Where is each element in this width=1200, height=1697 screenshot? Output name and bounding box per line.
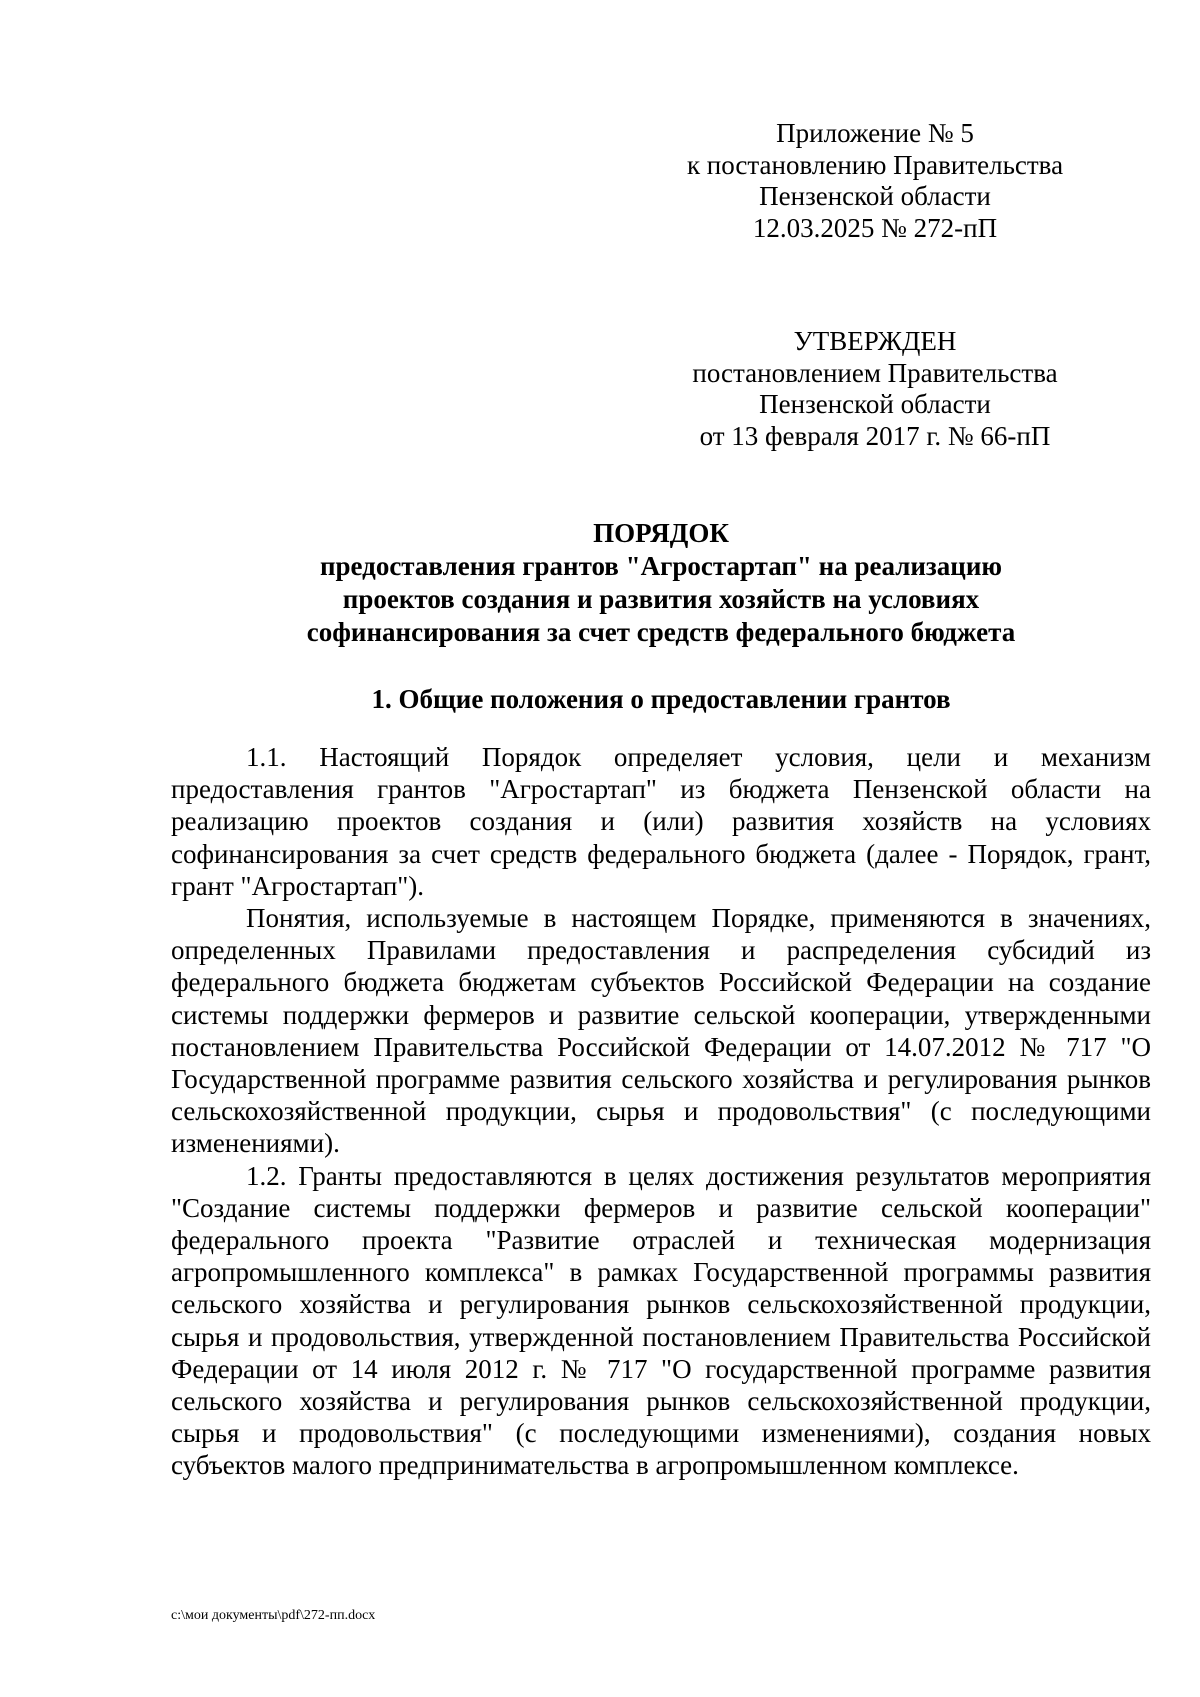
appendix-ref: к постановлению Правительства — [686, 149, 1064, 180]
appendix-header — [660, 118, 1090, 244]
title-heading: ПОРЯДОК — [593, 518, 729, 548]
paragraph-definitions: Понятия, используемые в настоящем Порядке, применяются в значениях, определенных Правилами предоставления и распределения субсидий из федерального бюджета бюджетам субъектов Российской Федерации на создание системы поддержки фермеров и развитие сельской кооперации, утвержденными постановлением Правительства Российской Федерации от 14.07.2012 № 717 "О Государственной программе развития сельского хозяйства и регулирования рынков сельскохозяйственной продукции, сырья и продовольствия" (с последующими изменениями). — [171, 903, 1151, 1159]
document-title — [170, 517, 1152, 649]
approval-label: УТВЕРЖДЕН — [793, 326, 957, 356]
file-path-footer: c:\мои документы\pdf\272-пп.docx — [171, 1608, 376, 1623]
section-body — [171, 741, 1151, 1482]
section-heading: 1. Общие положения о предоставлении грантов — [371, 684, 951, 714]
title-line-2: проектов создания и развития хозяйств на условиях — [342, 584, 980, 614]
title-line-3: софинансирования за счет средств федерального бюджета — [306, 617, 1016, 647]
appendix-region: Пензенской области — [759, 181, 991, 211]
appendix-number: Приложение № 5 — [776, 118, 974, 148]
approval-stamp — [660, 326, 1090, 452]
appendix-date-number: 12.03.2025 № 272-пП — [752, 212, 998, 243]
paragraph-1-2: 1.2. Гранты предоставляются в целях достижения результатов мероприятия "Создание системы поддержки фермеров и развитие сельской кооперации" федерального проекта "Развитие отраслей и техническая модернизация агропромышленного комплекса" в рамках Государственной программы развития сельского хозяйства и регулирования рынков сельскохозяйственной продукции, сырья и продовольствия, утвержденной постановлением Правительства Российской Федерации от 14 июля 2012 г. № 717 "О государственной программе развития сельского хозяйства и регулирования рынков сельскохозяйственной продукции, сырья и продовольствия" (с последующими изменениями), создания новых субъектов малого предпринимательства в агропромышленном комплексе. — [171, 1160, 1151, 1481]
approval-date-number: от 13 февраля 2017 г. № 66-пП — [699, 420, 1051, 451]
approval-region: Пензенской области — [759, 389, 991, 419]
approval-ref: постановлением Правительства — [692, 357, 1058, 388]
paragraph-1-1: 1.1. Настоящий Порядок определяет условия, цели и механизм предоставления грантов "Агростартап" из бюджета Пензенской области на реализацию проектов создания и (или) развития хозяйств на условиях софинансирования за счет средств федерального бюджета (далее - Порядок, грант, грант "Агростартап"). — [171, 742, 1151, 901]
title-line-1: предоставления грантов "Агростартап" на реализацию — [319, 551, 1003, 581]
